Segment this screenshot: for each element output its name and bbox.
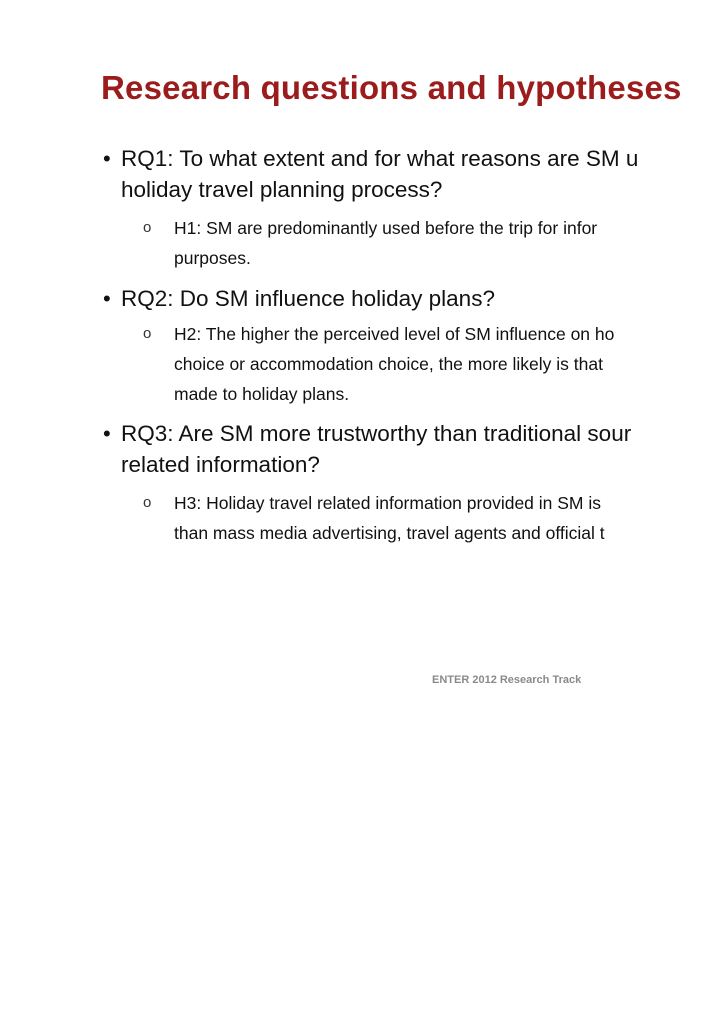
bullet-icon: • [103,146,111,171]
slide-title: Research questions and hypotheses [101,69,682,106]
hypothesis-line: made to holiday plans. [174,384,350,404]
question-line: holiday travel planning process? [121,177,443,202]
hypothesis-line: H2: The higher the perceived level of SM influence on ho [174,324,615,344]
question-line: RQ1: To what extent and for what reasons are SM u [121,146,639,171]
hypothesis-line: choice or accommodation choice, the more likely is that [174,354,603,374]
hypothesis-2 [174,319,614,409]
bullet-icon: • [103,286,111,311]
hypothesis-line: H1: SM are predominantly used before the trip for infor [174,218,598,238]
sub-bullet-icon: o [143,494,152,511]
question-line: related information? [121,452,320,477]
sub-bullet-icon: o [143,325,152,342]
hypothesis-3 [174,488,605,548]
hypothesis-line: H3: Holiday travel related information provided in SM is [174,493,601,513]
hypothesis-line: purposes. [174,248,251,268]
research-question-3 [121,418,631,480]
slide-footer: ENTER 2012 Research Track [432,674,582,686]
bullet-icon: • [103,421,111,446]
sub-bullet-icon: o [143,219,152,236]
research-question-2 [121,283,495,314]
hypothesis-line: than mass media advertising, travel agents and official t [174,523,605,543]
research-question-1 [121,143,638,205]
question-line: RQ2: Do SM influence holiday plans? [121,286,495,311]
question-line: RQ3: Are SM more trustworthy than traditional sour [121,421,632,446]
hypothesis-1 [174,213,597,273]
